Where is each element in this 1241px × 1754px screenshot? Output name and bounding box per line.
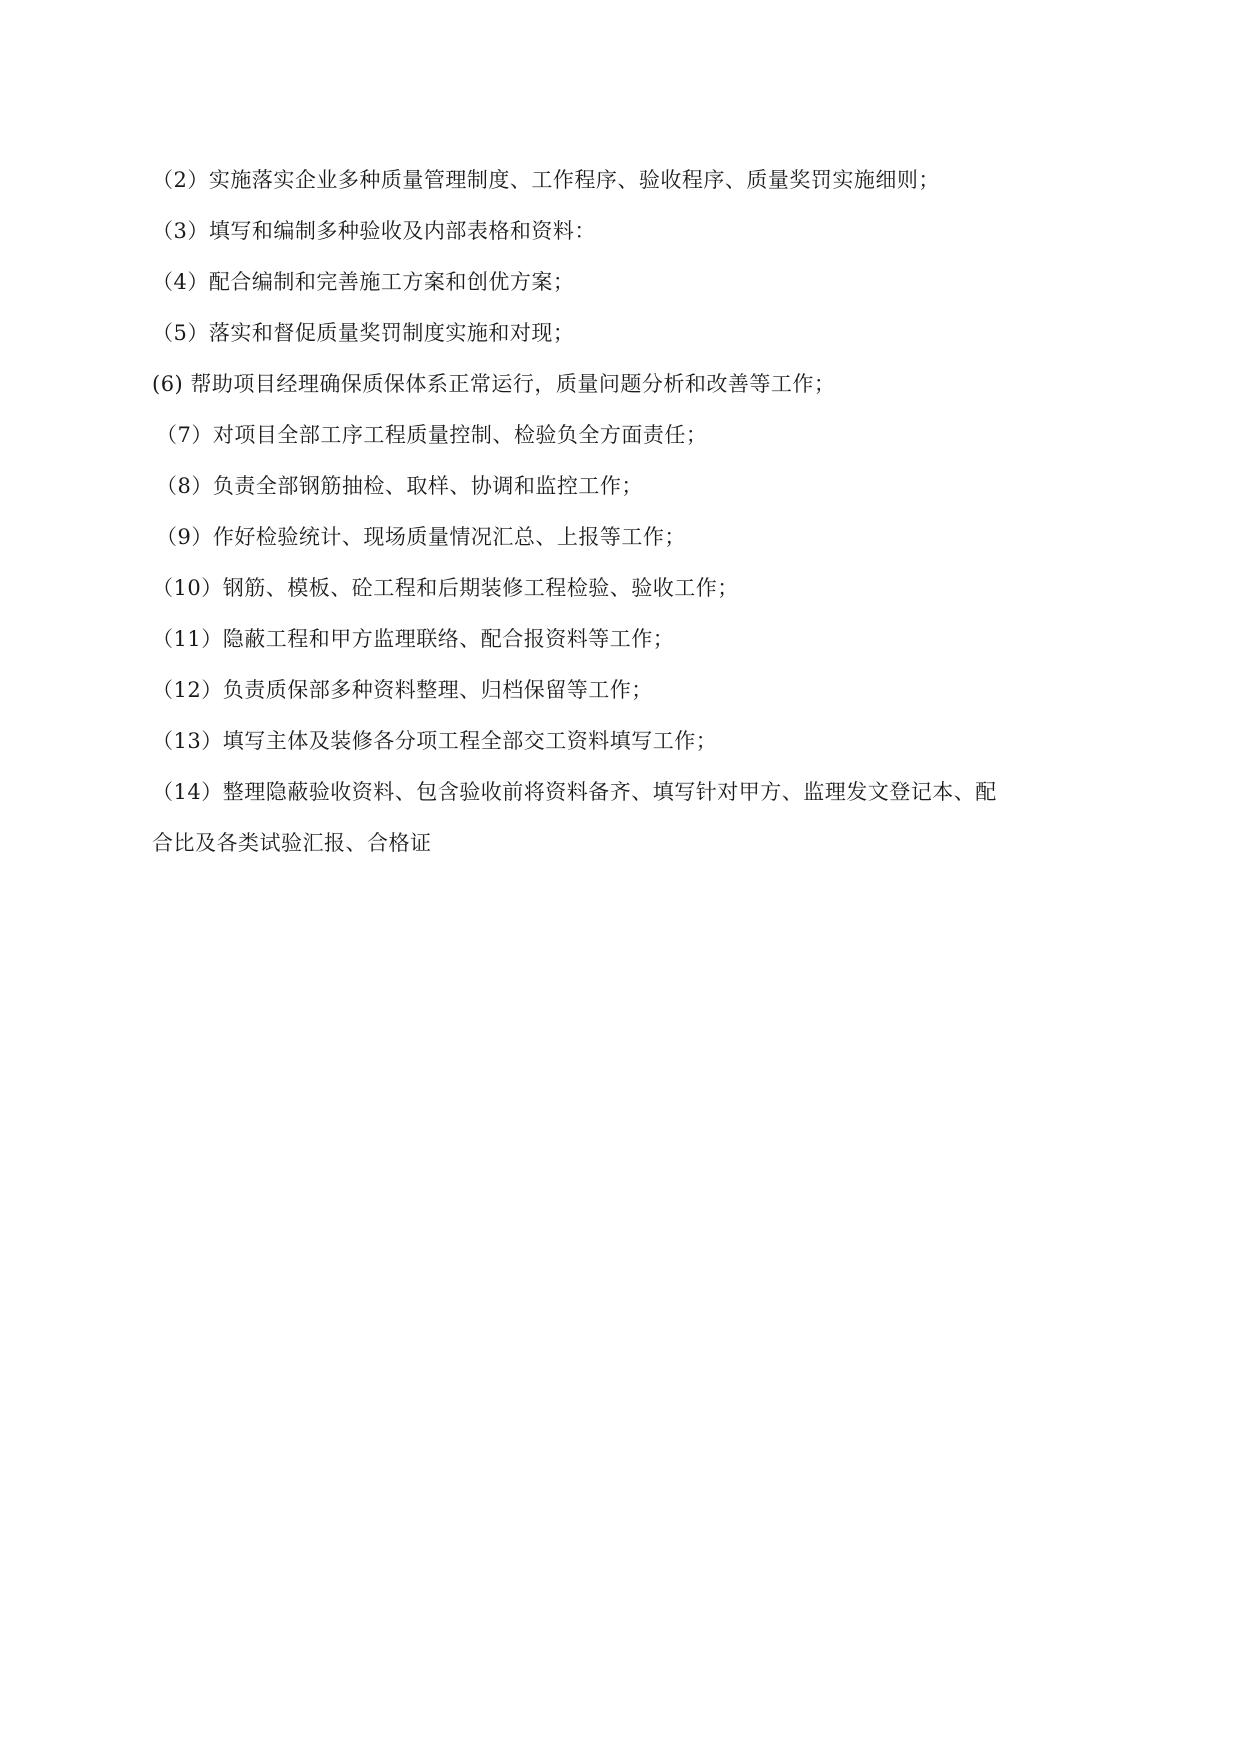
list-item: （12）负责质保部多种资料整理、归档保留等工作； <box>152 678 653 702</box>
list-item: （3）填写和编制多种验收及内部表格和资料： <box>152 219 596 243</box>
list-item: （9）作好检验统计、现场质量情况汇总、上报等工作； <box>156 525 686 549</box>
list-item: （11）隐蔽工程和甲方监理联络、配合报资料等工作； <box>152 627 675 651</box>
list-item: （13）填写主体及装修各分项工程全部交工资料填写工作； <box>152 729 718 753</box>
list-item: （10）钢筋、模板、砼工程和后期装修工程检验、验收工作； <box>152 576 739 600</box>
list-item: （2）实施落实企业多种质量管理制度、工作程序、验收程序、质量奖罚实施细则； <box>152 168 940 192</box>
list-item: （7）对项目全部工序工程质量控制、检验负全方面责任； <box>156 423 708 447</box>
list-item: (6) 帮助项目经理确保质保体系正常运行，质量问题分析和改善等工作； <box>152 372 836 396</box>
list-item: （5）落实和督促质量奖罚制度实施和对现； <box>152 321 575 345</box>
list-item: （14）整理隐蔽验收资料、包含验收前将资料备齐、填写针对甲方、监理发文登记本、配 <box>152 780 997 804</box>
document-body <box>152 155 1132 869</box>
list-item: （4）配合编制和完善施工方案和创优方案； <box>152 270 575 294</box>
list-item-continuation: 合比及各类试验汇报、合格证 <box>152 831 432 855</box>
list-item: （8）负责全部钢筋抽检、取样、协调和监控工作； <box>156 474 643 498</box>
